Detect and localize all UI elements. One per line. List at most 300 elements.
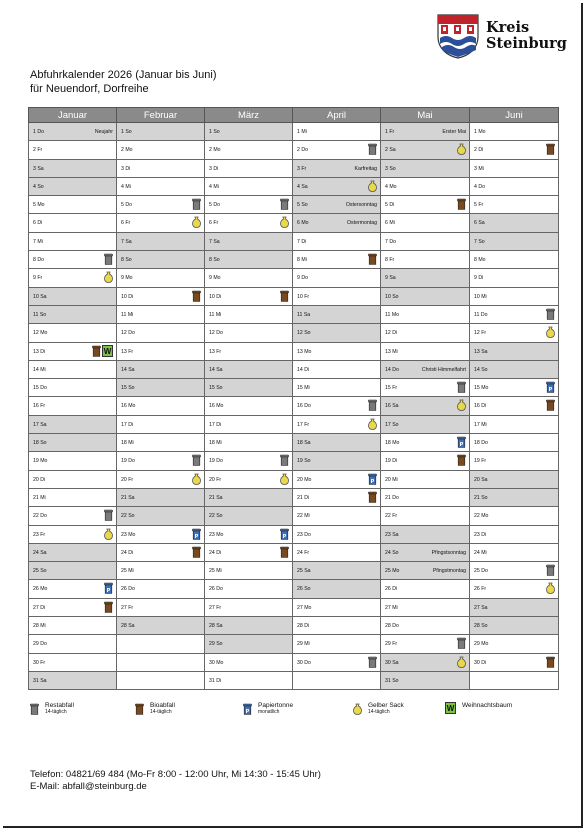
day-cell — [470, 287, 559, 305]
day-label: 24 Di — [209, 549, 222, 556]
day-cell — [381, 251, 470, 269]
day-label: 1 So — [209, 129, 220, 135]
pickup-icons — [104, 601, 113, 615]
day-label: 16 Mo — [121, 403, 136, 410]
day-cell — [117, 232, 205, 250]
day-cell — [117, 214, 205, 232]
day-cell — [205, 635, 293, 653]
pickup-icons — [368, 418, 377, 432]
day-label: 18 So — [33, 440, 47, 447]
day-label: 19 So — [297, 458, 311, 465]
day-label: 7 So — [474, 238, 485, 245]
day-label: 27 Mi — [385, 604, 398, 611]
pickup-icons — [192, 454, 201, 468]
calendar-row — [29, 598, 559, 616]
day-cell — [205, 397, 293, 415]
restabfall-icon — [104, 253, 113, 267]
legend-frequency: 14-täglich — [368, 709, 390, 715]
calendar-row — [29, 635, 559, 653]
day-cell — [293, 434, 381, 452]
day-cell — [381, 525, 470, 543]
day-cell — [293, 452, 381, 470]
pickup-icons — [546, 308, 555, 322]
day-label: 20 Fr — [209, 476, 222, 483]
day-cell — [293, 397, 381, 415]
day-cell — [470, 635, 559, 653]
day-label: 24 Fr — [297, 549, 310, 556]
day-label: 6 Sa — [474, 220, 485, 227]
day-label: 12 Do — [209, 330, 223, 337]
day-cell — [29, 635, 117, 653]
restabfall-icon — [546, 308, 555, 322]
pickup-icons — [104, 253, 113, 267]
day-label: 8 Mi — [297, 257, 307, 264]
month-header: April — [293, 108, 381, 123]
empty-cell — [293, 671, 381, 689]
day-cell — [29, 543, 117, 561]
day-label: 1 Do — [33, 129, 44, 135]
day-cell — [117, 159, 205, 177]
day-label: 3 Di — [209, 165, 219, 172]
pickup-icons — [280, 454, 289, 468]
holiday-label: Karfreitag — [354, 165, 377, 172]
day-cell — [381, 159, 470, 177]
day-cell — [381, 470, 470, 488]
day-label: 19 Fr — [474, 458, 487, 465]
day-label: 21 Sa — [121, 494, 135, 501]
svg-text:P: P — [106, 588, 111, 595]
day-label: 30 Mo — [209, 659, 224, 666]
pickup-icons — [546, 564, 555, 578]
day-cell — [29, 470, 117, 488]
day-cell — [470, 196, 559, 214]
restabfall-icon — [457, 637, 466, 651]
restabfall-icon — [280, 198, 289, 212]
day-cell — [205, 507, 293, 525]
day-cell — [29, 141, 117, 159]
gelber-sack-icon — [104, 271, 113, 285]
day-cell — [117, 123, 205, 141]
day-cell — [205, 653, 293, 671]
pickup-icons — [457, 143, 466, 157]
pickup-icons — [104, 509, 113, 523]
bioabfall-icon — [104, 601, 113, 615]
day-label: 6 Fr — [121, 220, 131, 227]
legend-label: Weihnachtsbaum — [462, 702, 513, 709]
day-cell — [29, 525, 117, 543]
day-cell — [293, 324, 381, 342]
empty-cell — [470, 671, 559, 689]
papiertonne-icon — [280, 528, 289, 542]
day-cell — [29, 562, 117, 580]
day-label: 27 Mo — [297, 604, 312, 611]
pickup-icons — [457, 454, 466, 468]
day-cell — [381, 141, 470, 159]
day-label: 24 Mi — [474, 549, 487, 556]
day-label: 3 Mi — [474, 165, 484, 172]
day-label: 27 Sa — [474, 604, 488, 611]
day-label: 23 Sa — [385, 531, 399, 538]
day-label: 20 Mo — [297, 476, 312, 483]
day-label: 26 Do — [209, 586, 223, 593]
logo-text-line1: Kreis — [486, 19, 530, 36]
day-label: 14 So — [474, 366, 488, 373]
day-cell — [470, 525, 559, 543]
bioabfall-icon — [280, 546, 289, 560]
calendar-row — [29, 342, 559, 360]
day-label: 4 Sa — [297, 183, 308, 190]
day-cell — [293, 653, 381, 671]
day-label: 25 Mi — [209, 568, 222, 575]
day-label: 6 Di — [33, 220, 43, 227]
day-cell — [29, 671, 117, 689]
day-label: 10 Mi — [474, 293, 487, 300]
calendar-row — [29, 452, 559, 470]
day-label: 10 Fr — [297, 293, 310, 300]
day-label: 22 Do — [33, 513, 47, 520]
day-cell — [205, 269, 293, 287]
bioabfall-icon — [368, 253, 377, 267]
holiday-label: Neujahr — [94, 129, 113, 135]
day-label: 23 Di — [474, 531, 487, 538]
day-label: 9 Mo — [121, 275, 133, 282]
pickup-icons — [368, 491, 377, 505]
pickup-icons — [192, 528, 201, 542]
svg-text:P: P — [548, 387, 553, 394]
day-cell — [470, 598, 559, 616]
day-cell — [29, 415, 117, 433]
day-cell — [381, 177, 470, 195]
day-label: 30 Do — [297, 659, 311, 666]
day-cell — [381, 287, 470, 305]
day-label: 20 Fr — [121, 476, 134, 483]
day-cell — [117, 379, 205, 397]
day-label: 19 Mo — [33, 458, 48, 465]
day-label: 17 Sa — [33, 421, 47, 428]
day-label: 4 Do — [474, 183, 485, 190]
empty-cell — [117, 635, 205, 653]
day-cell — [470, 232, 559, 250]
day-label: 31 So — [385, 677, 399, 684]
day-cell — [29, 580, 117, 598]
day-label: 6 Mo — [297, 220, 309, 227]
calendar-row — [29, 159, 559, 177]
day-label: 13 Di — [33, 348, 46, 355]
svg-text:P: P — [282, 533, 287, 540]
day-cell — [29, 397, 117, 415]
gelber-sack-icon — [457, 656, 466, 670]
calendar-row — [29, 177, 559, 195]
day-label: 25 Mi — [121, 568, 134, 575]
day-cell — [293, 269, 381, 287]
month-header: Februar — [117, 108, 205, 123]
day-cell — [205, 123, 293, 141]
calendar-row — [29, 324, 559, 342]
day-cell — [117, 617, 205, 635]
day-label: 15 So — [209, 385, 223, 392]
day-label: 1 Fr — [385, 129, 395, 135]
month-header: Januar — [29, 108, 117, 123]
pickup-icons — [457, 399, 466, 413]
day-label: 31 Sa — [33, 677, 47, 684]
day-cell — [205, 159, 293, 177]
day-cell — [205, 598, 293, 616]
day-cell — [381, 635, 470, 653]
gelber-sack-icon — [104, 528, 113, 542]
day-cell — [293, 488, 381, 506]
pickup-icons — [368, 399, 377, 413]
day-label: 24 Sa — [33, 549, 47, 556]
day-cell — [381, 214, 470, 232]
calendar-row — [29, 287, 559, 305]
day-label: 15 Do — [33, 385, 47, 392]
day-label: 15 Mo — [474, 385, 489, 392]
day-cell — [205, 415, 293, 433]
day-cell — [205, 617, 293, 635]
svg-text:P: P — [194, 533, 199, 540]
day-cell — [293, 562, 381, 580]
day-cell — [117, 488, 205, 506]
day-cell — [470, 360, 559, 378]
day-label: 28 So — [474, 623, 488, 630]
day-label: 10 Di — [209, 293, 222, 300]
day-label: 20 Sa — [474, 476, 488, 483]
legend-label: Bioabfall — [150, 702, 175, 709]
legend-frequency: monatlich — [258, 709, 280, 715]
holiday-label: Ostermontag — [347, 220, 377, 227]
legend-frequency: 14-täglich — [45, 709, 67, 715]
day-cell — [293, 580, 381, 598]
papiertonne-icon — [368, 473, 377, 487]
day-cell — [205, 177, 293, 195]
bioabfall-icon — [546, 399, 555, 413]
day-label: 12 Do — [121, 330, 135, 337]
day-label: 12 Di — [385, 330, 398, 337]
gelber-sack-icon — [280, 473, 289, 487]
gelber-sack-icon — [353, 702, 362, 720]
restabfall-icon — [368, 656, 377, 670]
pickup-icons — [192, 216, 201, 230]
day-cell — [381, 342, 470, 360]
day-cell — [117, 269, 205, 287]
gelber-sack-icon — [457, 143, 466, 157]
gelber-sack-icon — [457, 399, 466, 413]
pickup-icons — [104, 582, 113, 596]
day-label: 10 Di — [121, 293, 134, 300]
day-cell — [29, 177, 117, 195]
pickup-icons — [192, 473, 201, 487]
day-label: 2 Mo — [121, 147, 133, 154]
day-label: 26 Do — [121, 586, 135, 593]
day-cell — [470, 123, 559, 141]
day-cell — [29, 360, 117, 378]
calendar-row — [29, 434, 559, 452]
day-cell — [205, 580, 293, 598]
day-label: 28 Sa — [121, 623, 135, 630]
gelber-sack-icon — [368, 418, 377, 432]
day-cell — [117, 543, 205, 561]
day-label: 16 Mo — [209, 403, 224, 410]
day-label: 22 Fr — [385, 513, 398, 520]
gelber-sack-icon — [546, 582, 555, 596]
day-label: 25 Sa — [297, 568, 311, 575]
day-cell — [381, 397, 470, 415]
day-cell — [117, 360, 205, 378]
day-label: 25 So — [33, 568, 47, 575]
day-cell — [293, 379, 381, 397]
day-cell — [205, 525, 293, 543]
day-label: 21 Mi — [33, 494, 46, 501]
pickup-icons — [368, 253, 377, 267]
day-cell — [381, 324, 470, 342]
day-label: 13 Sa — [474, 348, 488, 355]
day-cell — [29, 598, 117, 616]
day-label: 11 Mo — [385, 311, 400, 318]
day-label: 8 So — [121, 257, 132, 264]
day-cell — [381, 653, 470, 671]
day-cell — [205, 671, 293, 689]
day-cell — [381, 452, 470, 470]
coat-of-arms-icon — [436, 13, 480, 59]
calendar-row — [29, 360, 559, 378]
legend-frequency: 14-täglich — [150, 709, 172, 715]
day-cell — [470, 305, 559, 323]
day-label: 8 Mo — [474, 257, 486, 264]
day-cell — [293, 598, 381, 616]
pickup-icons — [280, 546, 289, 560]
day-label: 22 Mi — [297, 513, 310, 520]
papiertonne-icon — [546, 381, 555, 395]
month-header: Mai — [381, 108, 470, 123]
pickup-icons — [457, 381, 466, 395]
day-cell — [205, 287, 293, 305]
month-header-row — [29, 108, 559, 123]
papiertonne-icon — [243, 702, 252, 720]
day-cell — [117, 525, 205, 543]
svg-text:P: P — [245, 709, 250, 715]
day-label: 6 Mi — [385, 220, 395, 227]
day-label: 3 Di — [121, 165, 131, 172]
day-cell — [470, 269, 559, 287]
restabfall-icon — [457, 381, 466, 395]
day-cell — [470, 415, 559, 433]
pickup-icons — [546, 326, 555, 340]
day-label: 28 Di — [297, 623, 310, 630]
calendar-row — [29, 653, 559, 671]
day-cell — [205, 141, 293, 159]
day-cell — [381, 617, 470, 635]
day-cell — [29, 452, 117, 470]
gelber-sack-icon — [546, 326, 555, 340]
day-label: 5 So — [297, 202, 308, 209]
day-label: 26 So — [297, 586, 311, 593]
day-label: 25 Do — [474, 568, 488, 575]
day-cell — [29, 617, 117, 635]
pickup-icons — [104, 271, 113, 285]
legend-label: Papiertonne — [258, 702, 294, 709]
day-label: 17 Di — [121, 421, 134, 428]
holiday-label: Pfingstsonntag — [431, 549, 466, 556]
day-cell — [381, 598, 470, 616]
day-label: 4 So — [33, 183, 44, 190]
bioabfall-icon — [546, 656, 555, 670]
day-cell — [205, 251, 293, 269]
day-label: 13 Mi — [385, 348, 398, 355]
month-header: Juni — [470, 108, 559, 123]
svg-text:P: P — [459, 442, 464, 449]
day-cell — [381, 488, 470, 506]
calendar-row — [29, 671, 559, 689]
bioabfall-icon — [368, 491, 377, 505]
day-label: 9 Mo — [209, 275, 221, 282]
day-cell — [470, 452, 559, 470]
day-cell — [293, 123, 381, 141]
day-label: 30 Di — [474, 659, 487, 666]
day-label: 4 Mi — [121, 183, 131, 190]
day-label: 9 Sa — [385, 275, 396, 282]
day-label: 11 Mi — [121, 311, 134, 318]
pickup-icons — [457, 436, 466, 450]
pickup-icons — [546, 381, 555, 395]
day-cell — [293, 617, 381, 635]
day-cell — [381, 269, 470, 287]
restabfall-icon — [368, 399, 377, 413]
day-label: 13 Mo — [297, 348, 312, 355]
day-cell — [205, 434, 293, 452]
day-label: 17 Fr — [297, 421, 310, 428]
day-label: 7 Sa — [121, 238, 132, 245]
day-cell — [381, 507, 470, 525]
day-label: 20 Di — [33, 476, 46, 483]
day-label: 17 Di — [209, 421, 222, 428]
day-label: 29 Fr — [385, 641, 398, 648]
day-label: 20 Mi — [385, 476, 398, 483]
day-label: 15 Mi — [297, 385, 310, 392]
day-label: 29 Do — [33, 641, 47, 648]
day-cell — [470, 141, 559, 159]
calendar-row — [29, 507, 559, 525]
day-cell — [117, 470, 205, 488]
day-cell — [470, 617, 559, 635]
weihnachtsbaum-icon: W — [446, 704, 455, 713]
day-cell — [205, 452, 293, 470]
day-label: 21 So — [474, 494, 488, 501]
calendar-row — [29, 525, 559, 543]
day-cell — [293, 525, 381, 543]
day-label: 8 Fr — [385, 257, 395, 264]
bioabfall-icon — [457, 198, 466, 212]
gelber-sack-icon — [368, 180, 377, 194]
day-cell — [117, 177, 205, 195]
day-cell — [293, 214, 381, 232]
day-cell — [29, 159, 117, 177]
day-label: 17 Mi — [474, 421, 487, 428]
day-label: 30 Fr — [33, 659, 46, 666]
day-label: 12 So — [297, 330, 311, 337]
day-label: 11 Sa — [297, 311, 311, 318]
pickup-icons — [546, 582, 555, 596]
restabfall-icon — [192, 198, 201, 212]
day-cell — [381, 232, 470, 250]
day-label: 30 Sa — [385, 659, 399, 666]
day-label: 14 Sa — [209, 366, 223, 373]
day-label: 21 Do — [385, 494, 399, 501]
pickup-icons — [280, 216, 289, 230]
day-cell — [293, 415, 381, 433]
day-label: 23 Mo — [121, 531, 136, 538]
empty-cell — [117, 653, 205, 671]
day-label: 10 So — [385, 293, 399, 300]
